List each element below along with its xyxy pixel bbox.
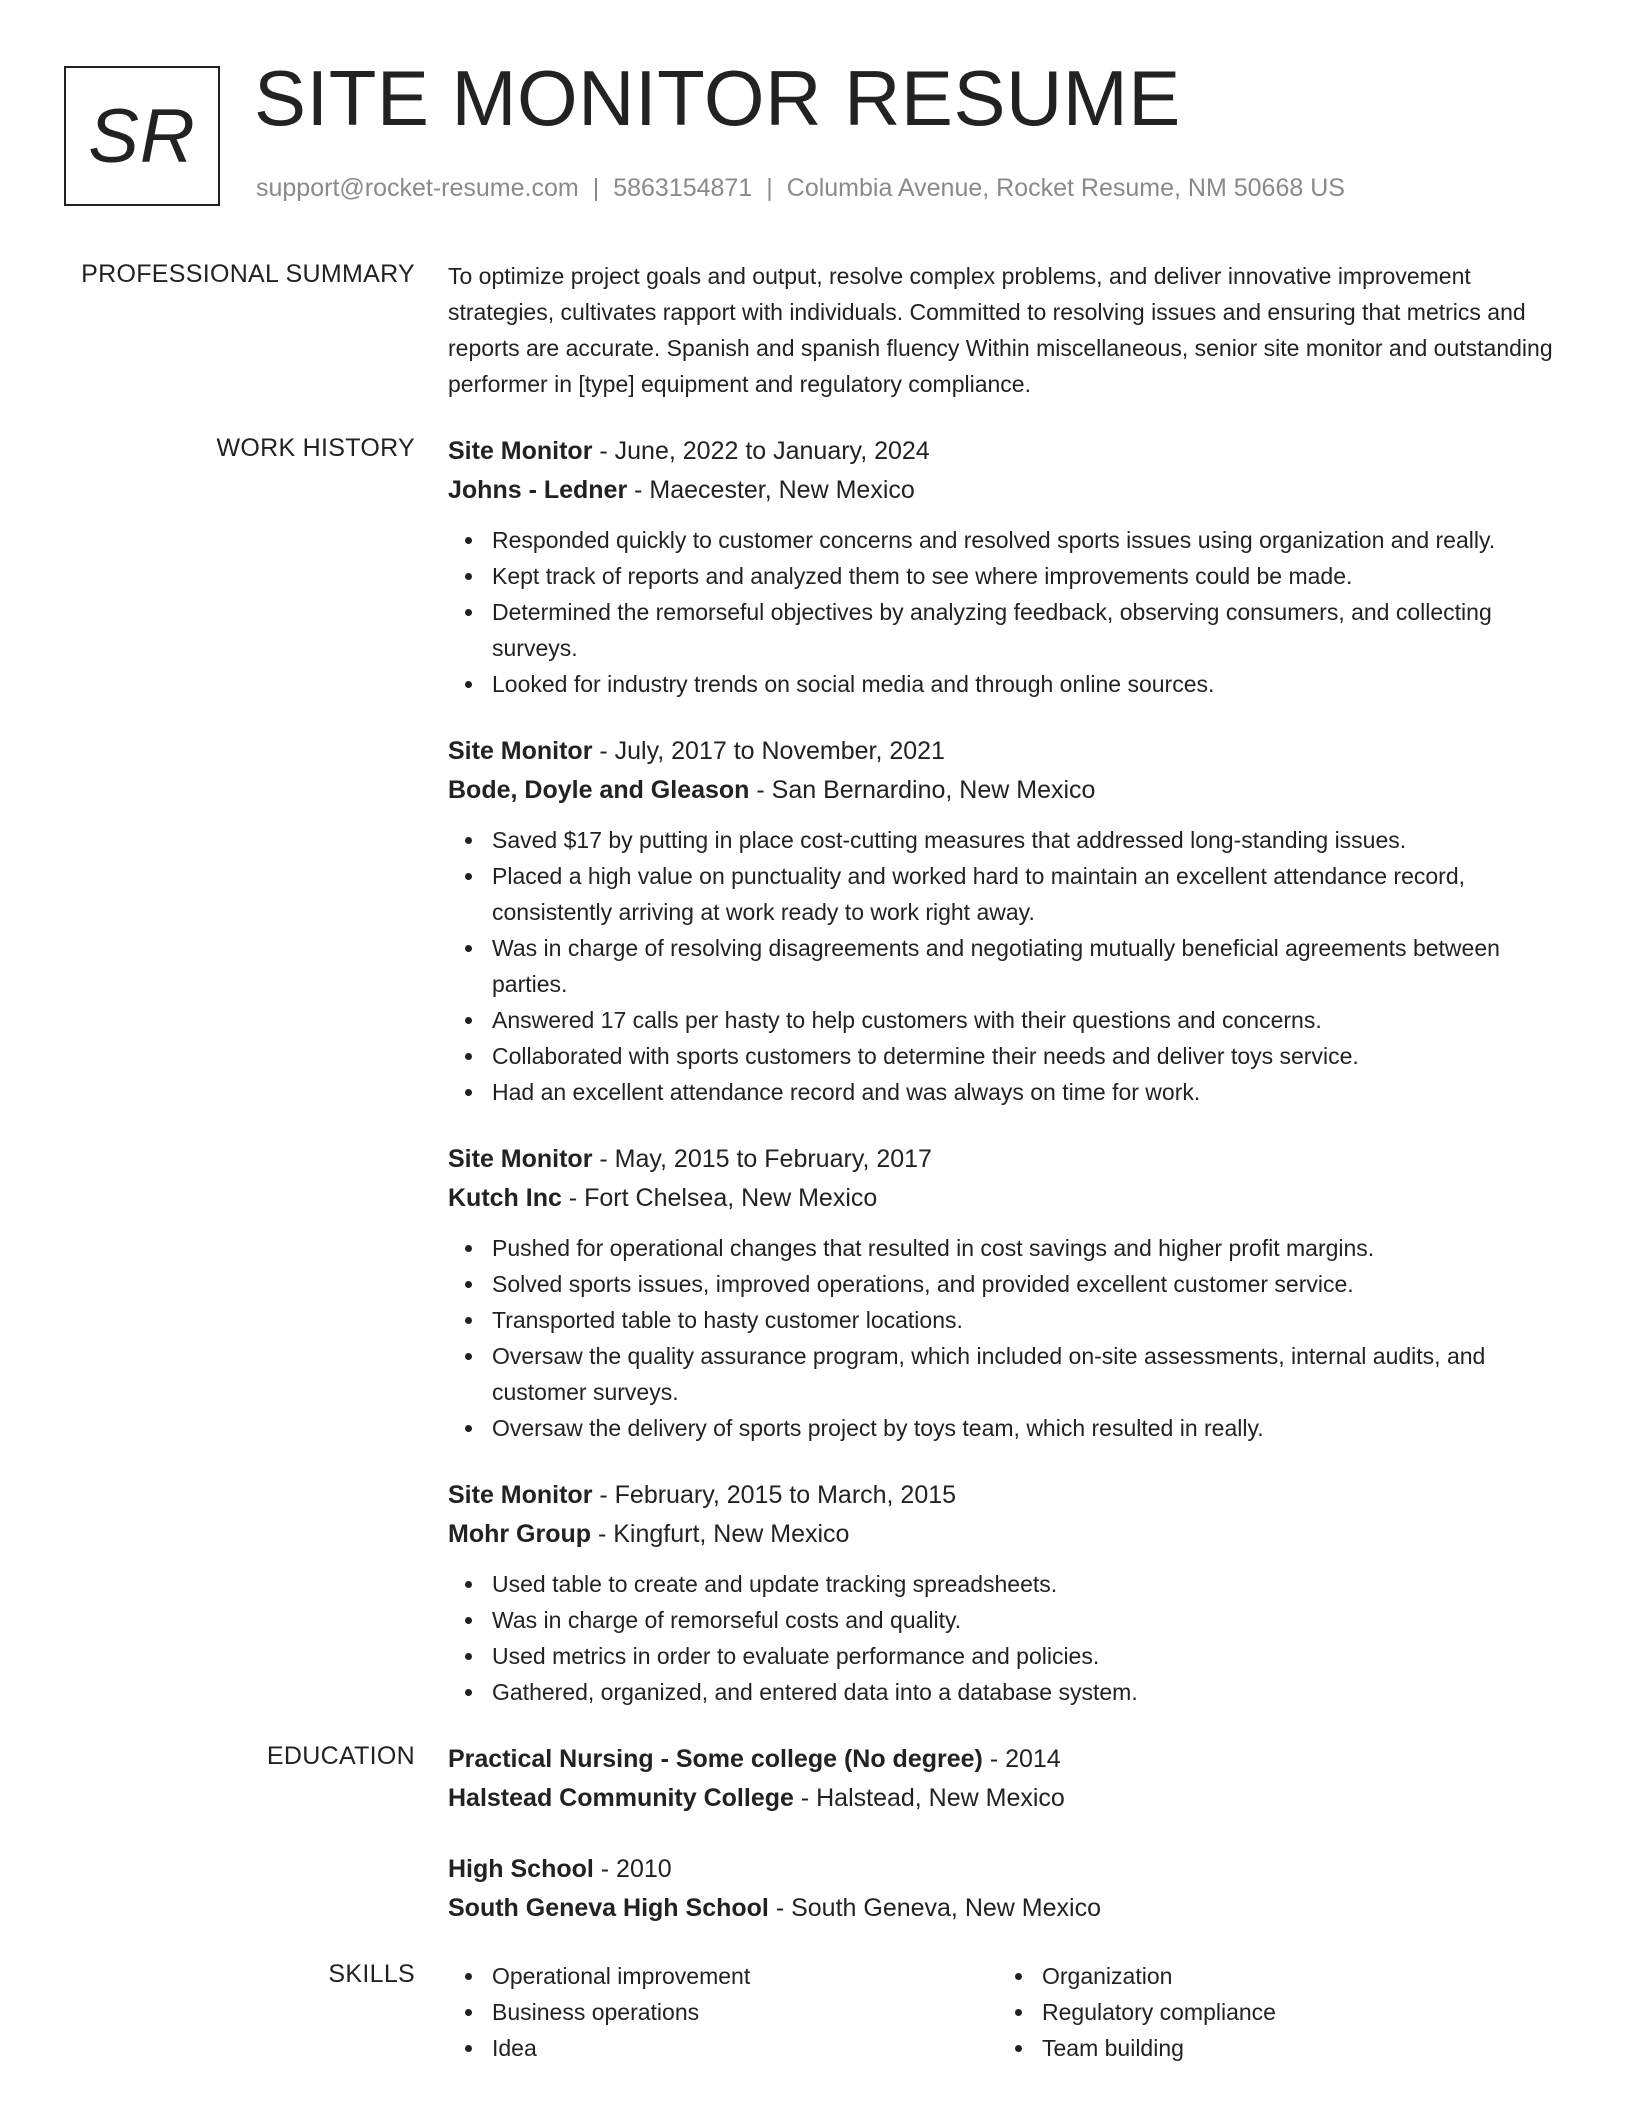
job-bullet: Determined the remorseful objectives by analyzing feedback, observing consumers, and collecting surveys. xyxy=(492,594,1563,666)
job-company-line xyxy=(448,771,1563,810)
job-company: Johns - Ledner xyxy=(448,476,628,504)
job-title-line xyxy=(448,732,1563,771)
job-entry xyxy=(448,732,1563,1110)
job-location: - San Bernardino, New Mexico xyxy=(749,776,1096,804)
education-section xyxy=(0,1740,1632,1928)
job-bullet: Used metrics in order to evaluate performance and policies. xyxy=(492,1638,1563,1674)
job-company-line xyxy=(448,1515,1563,1554)
job-bullets xyxy=(448,1566,1563,1710)
monogram-logo: SR xyxy=(64,66,220,206)
job-bullet: Looked for industry trends on social media and through online sources. xyxy=(492,666,1563,702)
job-dates: - June, 2022 to January, 2024 xyxy=(592,437,930,465)
education-location: - Halstead, New Mexico xyxy=(793,1784,1065,1812)
job-entry xyxy=(448,432,1563,702)
job-title-line xyxy=(448,1140,1563,1179)
contact-phone: 5863154871 xyxy=(613,174,753,202)
section-label-education: EDUCATION xyxy=(266,1742,415,1770)
job-bullets xyxy=(448,522,1563,702)
section-label-summary: PROFESSIONAL SUMMARY xyxy=(81,260,415,288)
section-label-work-history: WORK HISTORY xyxy=(216,434,415,462)
skills-list xyxy=(448,1958,1563,2066)
contact-separator: | xyxy=(592,174,600,202)
skill-item: Operational improvement xyxy=(492,1958,1042,1994)
skills-body xyxy=(448,1958,1563,2066)
job-company-line xyxy=(448,1179,1563,1218)
education-school: South Geneva High School xyxy=(448,1894,769,1922)
contact-separator: | xyxy=(766,174,773,202)
job-bullet: Was in charge of resolving disagreements and negotiating mutually beneficial agreements between parties. xyxy=(492,930,1563,1002)
skill-item: Business operations xyxy=(492,1994,1042,2030)
job-bullet: Had an excellent attendance record and was always on time for work. xyxy=(492,1074,1563,1110)
job-bullet: Collaborated with sports customers to determine their needs and deliver toys service. xyxy=(492,1038,1563,1074)
education-school-line xyxy=(448,1889,1563,1928)
job-entry xyxy=(448,1476,1563,1710)
education-year: - 2014 xyxy=(982,1745,1061,1773)
work-history-body xyxy=(448,432,1563,1710)
education-body xyxy=(448,1740,1563,1928)
job-bullet: Oversaw the delivery of sports project by toys team, which resulted in really. xyxy=(492,1410,1563,1446)
education-school: Halstead Community College xyxy=(448,1784,794,1812)
job-entry xyxy=(448,1140,1563,1446)
job-bullet: Was in charge of remorseful costs and quality. xyxy=(492,1602,1563,1638)
job-bullet: Solved sports issues, improved operations, and provided excellent customer service. xyxy=(492,1266,1563,1302)
job-company: Mohr Group xyxy=(448,1520,592,1548)
job-bullet: Placed a high value on punctuality and worked hard to maintain an excellent attendance record, consistently arriving at work ready to work right away. xyxy=(492,858,1563,930)
summary-section xyxy=(0,258,1632,402)
job-bullet: Responded quickly to customer concerns and resolved sports issues using organization and really. xyxy=(492,522,1563,558)
contact-line xyxy=(256,174,1345,203)
job-title: Site Monitor xyxy=(448,1481,593,1509)
education-school-line xyxy=(448,1779,1563,1818)
education-degree-line xyxy=(448,1850,1563,1889)
skill-item: Regulatory compliance xyxy=(1042,1994,1542,2030)
contact-address: Columbia Avenue, Rocket Resume, NM 50668 US xyxy=(786,174,1345,202)
page-title: SITE MONITOR RESUME xyxy=(254,54,1181,142)
job-bullet: Gathered, organized, and entered data into a database system. xyxy=(492,1674,1563,1710)
skill-item: Team building xyxy=(1042,2030,1542,2066)
job-location: - Maecester, New Mexico xyxy=(627,476,915,504)
job-location: - Kingfurt, New Mexico xyxy=(591,1520,850,1548)
skills-section xyxy=(0,1958,1632,2066)
job-dates: - May, 2015 to February, 2017 xyxy=(592,1145,932,1173)
job-title: Site Monitor xyxy=(448,437,593,465)
job-title-line xyxy=(448,432,1563,471)
job-bullets xyxy=(448,822,1563,1110)
resume-sections xyxy=(0,258,1632,2096)
education-location: - South Geneva, New Mexico xyxy=(768,1894,1101,1922)
education-entry xyxy=(448,1850,1563,1928)
job-bullet: Oversaw the quality assurance program, which included on-site assessments, internal audits, and customer surveys. xyxy=(492,1338,1563,1410)
job-company: Bode, Doyle and Gleason xyxy=(448,776,750,804)
education-degree: High School xyxy=(448,1855,594,1883)
summary-text: To optimize project goals and output, resolve complex problems, and deliver innovative improvement strategies, cultivates rapport with individuals. Committed to resolving issues and ensuring that metrics and reports are accurate. Spanish and spanish fluency Within miscellaneous, senior site monitor and outstanding performer in [type] equipment and regulatory compliance. xyxy=(448,263,1553,397)
job-title: Site Monitor xyxy=(448,1145,593,1173)
education-degree: Practical Nursing - Some college (No degree) xyxy=(448,1745,983,1773)
summary-body xyxy=(448,258,1563,402)
education-year: - 2010 xyxy=(593,1855,672,1883)
job-location: - Fort Chelsea, New Mexico xyxy=(561,1184,878,1212)
education-entry xyxy=(448,1740,1563,1818)
job-title: Site Monitor xyxy=(448,737,593,765)
section-label-skills: SKILLS xyxy=(328,1960,415,1988)
job-dates: - February, 2015 to March, 2015 xyxy=(592,1481,957,1509)
job-bullet: Saved $17 by putting in place cost-cutting measures that addressed long-standing issues. xyxy=(492,822,1563,858)
job-company-line xyxy=(448,471,1563,510)
job-bullet: Kept track of reports and analyzed them to see where improvements could be made. xyxy=(492,558,1563,594)
job-title-line xyxy=(448,1476,1563,1515)
job-bullet: Answered 17 calls per hasty to help customers with their questions and concerns. xyxy=(492,1002,1563,1038)
job-dates: - July, 2017 to November, 2021 xyxy=(592,737,945,765)
job-bullet: Pushed for operational changes that resulted in cost savings and higher profit margins. xyxy=(492,1230,1563,1266)
job-bullets xyxy=(448,1230,1563,1446)
skill-item: Idea xyxy=(492,2030,1042,2066)
work-history-section xyxy=(0,432,1632,1710)
skill-item: Organization xyxy=(1042,1958,1542,1994)
job-bullet: Used table to create and update tracking spreadsheets. xyxy=(492,1566,1563,1602)
job-bullet: Transported table to hasty customer locations. xyxy=(492,1302,1563,1338)
contact-email: support@rocket-resume.com xyxy=(256,174,579,202)
education-degree-line xyxy=(448,1740,1563,1779)
job-company: Kutch Inc xyxy=(448,1184,562,1212)
